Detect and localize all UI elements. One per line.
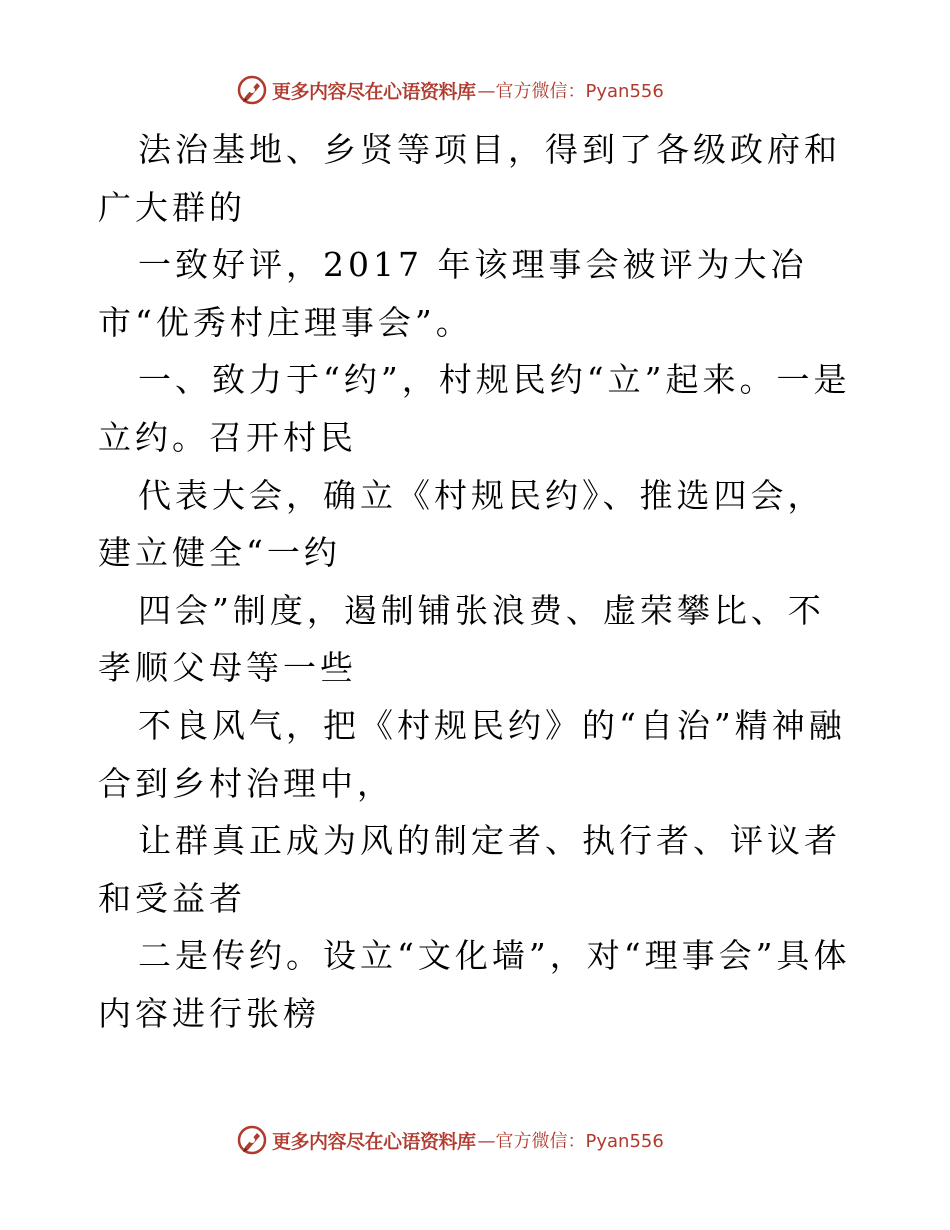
paragraph: 一致好评，2017 年该理事会被评为大冶市“优秀村庄理事会”。 xyxy=(98,245,808,342)
paragraph: 不良风气，把《村规民约》的“自治”精神融合到乡村治理中， xyxy=(98,705,846,803)
pen-logo-icon xyxy=(236,1124,268,1156)
document-body xyxy=(98,121,858,1043)
header-banner-main-text: 更多内容尽在心语资料库 xyxy=(272,80,476,103)
paragraph: 让群真正成为风的制定者、执行者、评议者和受益者 xyxy=(98,821,841,918)
paragraph: 二是传约。设立“文化墙”，对“理事会”具体内容进行张榜 xyxy=(98,936,851,1033)
footer-watermark-banner xyxy=(236,1122,716,1158)
footer-banner-sub-text: —官方微信：Pyan556 xyxy=(477,1131,664,1152)
paragraph: 四会”制度，遏制铺张浪费、虚荣攀比、不孝顺父母等一些 xyxy=(98,590,825,688)
header-watermark-banner xyxy=(236,72,716,108)
paragraph: 一、致力于“约”，村规民约“立”起来。一是立约。召开村民 xyxy=(98,360,851,457)
paragraph: 代表大会，确立《村规民约》、推选四会，建立健全“一约 xyxy=(98,475,825,573)
footer-banner-main-text: 更多内容尽在心语资料库 xyxy=(272,1130,476,1153)
pen-logo-icon xyxy=(236,74,268,106)
header-banner-sub-text: —官方微信：Pyan556 xyxy=(477,81,664,102)
paragraph: 法治基地、乡贤等项目，得到了各级政府和广大群的 xyxy=(98,130,841,227)
